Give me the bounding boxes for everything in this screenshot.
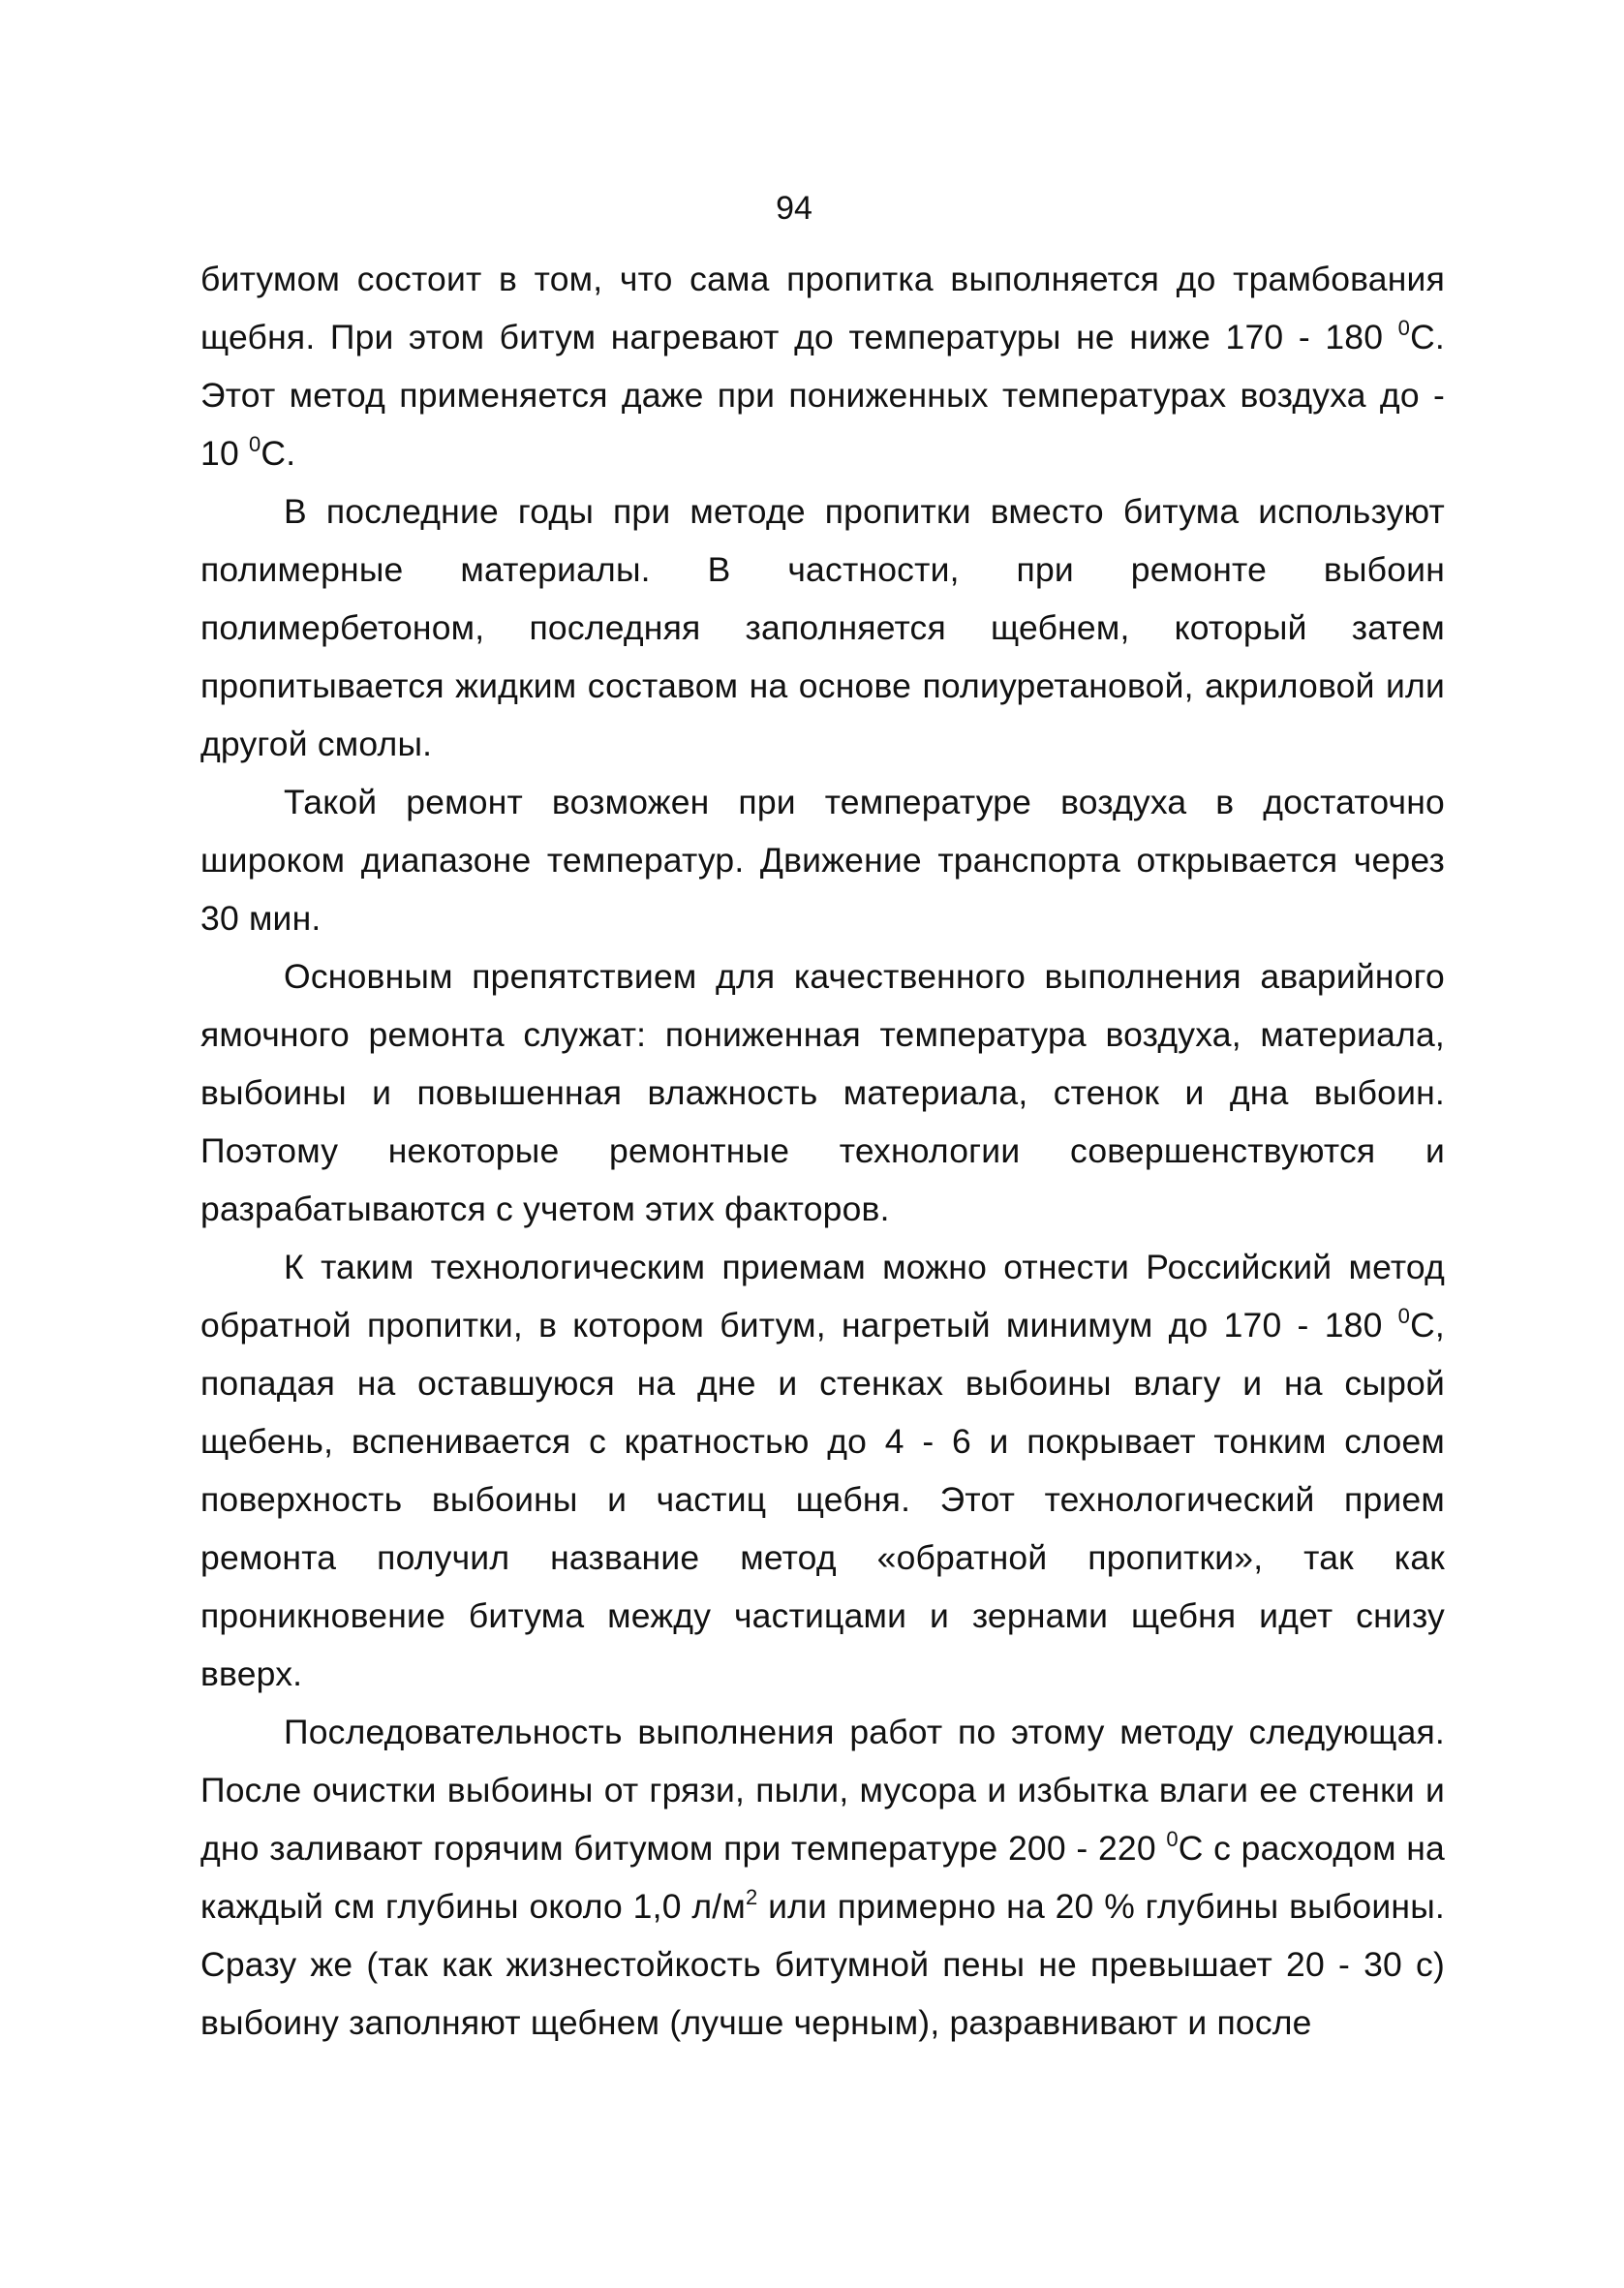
text-run: Последовательность выполнения работ по этому методу следующая. После очистки выбоины от грязи, пыли, мусора и избытка влаги ее стенки и дно заливают горячим битумом при температуре 200 - 220 bbox=[200, 1713, 1445, 1868]
paragraph bbox=[200, 947, 1445, 1238]
superscript: 0 bbox=[1397, 316, 1411, 340]
superscript: 0 bbox=[1166, 1827, 1179, 1851]
body-text bbox=[200, 250, 1445, 2052]
text-run: С. Этот метод применяется даже при пониженных температурах воздуха до - 10 bbox=[200, 318, 1445, 473]
superscript: 2 bbox=[745, 1885, 758, 1909]
text-run: С с расходом на каждый см глубины около 1,0 л/м bbox=[200, 1829, 1445, 1926]
paragraph bbox=[200, 1238, 1445, 1703]
text-run: В последние годы при методе пропитки вместо битума используют полимерные материалы. В частности, при ремонте выбоин полимербетоном, последняя заполняется щебнем, который затем пропитывается жидким составом на основе полиуретановой, акриловой или другой смолы. bbox=[200, 492, 1445, 763]
paragraph bbox=[200, 773, 1445, 947]
text-run: Основным препятствием для качественного выполнения аварийного ямочного ремонта служат: пониженная температура воздуха, материала, выбоины и повышенная влажность материала, стенок и дна выбоин. Поэтому некоторые ремонтные технологии совершенствуются и разрабатываются с учетом этих факторов. bbox=[200, 957, 1445, 1228]
paragraph bbox=[200, 250, 1445, 482]
text-run: Такой ремонт возможен при температуре воздуха в достаточно широком диапазоне температур. Движение транспорта открывается через 30 мин. bbox=[200, 783, 1445, 938]
text-run: К таким технологическим приемам можно отнести Российский метод обратной пропитки, в котором битум, нагретый минимум до 170 - 180 bbox=[200, 1248, 1445, 1345]
paragraph bbox=[200, 1703, 1445, 2052]
text-run: С, попадая на оставшуюся на дне и стенках выбоины влагу и на сырой щебень, вспенивается с кратностью до 4 - 6 и покрывает тонким слоем поверхность выбоины и частиц щебня. Этот технологический прием ремонта получил название метод «обратной пропитки», так как проникновение битума между частицами и зернами щебня идет снизу вверх. bbox=[200, 1306, 1445, 1693]
page-number: 94 bbox=[776, 190, 812, 227]
text-run: битумом состоит в том, что сама пропитка выполняется до трамбования щебня. При этом битум нагревают до температуры не ниже 170 - 180 bbox=[200, 260, 1445, 356]
superscript: 0 bbox=[248, 432, 261, 456]
paragraph bbox=[200, 482, 1445, 773]
superscript: 0 bbox=[1397, 1304, 1411, 1328]
text-run: С. bbox=[260, 434, 296, 473]
text-run: или примерно на 20 % глубины выбоины. Сразу же (так как жизнестойкость битумной пены не превышает 20 - 30 с) выбоину заполняют щебнем (лучше черным), разравнивают и после bbox=[200, 1887, 1445, 2042]
